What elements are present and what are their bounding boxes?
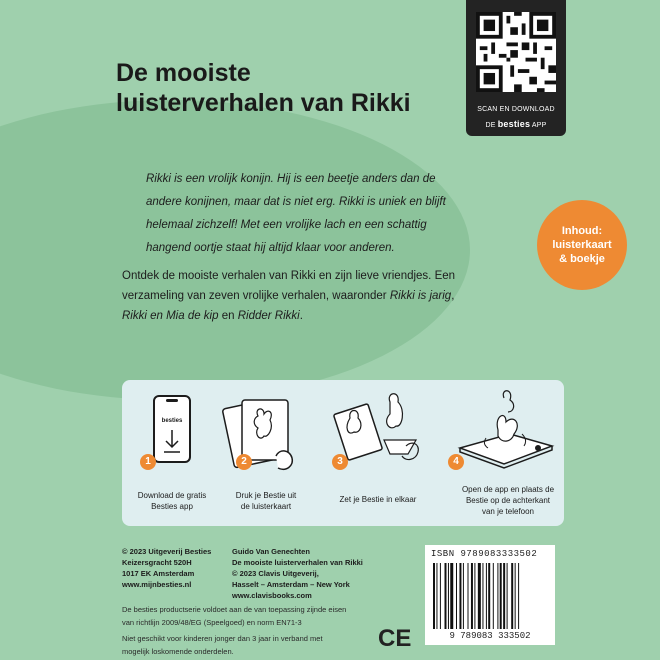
step-3-label-line-1: Zet je Bestie in elkaar: [339, 495, 417, 504]
phone-app-name: besties: [161, 418, 183, 424]
qr-caption-post: APP: [531, 122, 547, 129]
barcode-bar: [493, 563, 494, 629]
description-intro: Ontdek de mooiste verhalen van Rikki en zijn lieve vriendjes. Een verzameling van zeven vrolijke verhalen, waaronder: [122, 270, 456, 302]
step-1-number: 1: [140, 454, 156, 470]
barcode-bar: [518, 563, 519, 629]
barcode-bar: [433, 563, 435, 629]
publisher-address-besties: [122, 546, 211, 590]
badge-line-1: Inhoud:: [561, 225, 603, 237]
step-3-number: 3: [332, 454, 348, 470]
description-end: .: [299, 310, 303, 322]
punch-card-icon: [220, 394, 300, 474]
barcode-bars: [433, 563, 547, 629]
besties-logo-text: besties: [497, 119, 531, 129]
step-1-label-line-2: Besties app: [151, 502, 193, 511]
compliance-line-2: van richtlijn 2009/48/EG (Speelgoed) en norm EN71-3: [122, 618, 302, 627]
title-line-1: De mooiste: [116, 59, 251, 87]
address-right-line-1: Guido Van Genechten: [232, 547, 310, 556]
step-1-label-line-1: Download de gratis: [137, 491, 207, 500]
step-2-number: 2: [236, 454, 252, 470]
step-2-label-line-2: de luisterkaart: [240, 502, 292, 511]
qr-caption-pre: DE: [485, 122, 496, 129]
address-right-line-4: Hasselt – Amsterdam – New York: [232, 580, 350, 589]
address-right-line-2: De mooiste luisterverhalen van Rikki: [232, 558, 363, 567]
ce-mark: CE: [378, 625, 412, 652]
barcode-bar: [474, 563, 475, 629]
barcode-bar: [471, 563, 473, 629]
step-4-label-line-1: Open de app en plaats de: [461, 485, 555, 494]
safety-compliance-note: [122, 603, 422, 629]
barcode-bar: [507, 563, 508, 629]
address-right-line-3: © 2023 Clavis Uitgeverij,: [232, 569, 319, 578]
description-paragraph: [122, 266, 462, 326]
barcode-bar: [488, 563, 490, 629]
barcode-bar: [486, 563, 487, 629]
step-2-label: [216, 490, 316, 512]
publisher-address-clavis: [232, 546, 363, 601]
address-left-line-2: Keizersgracht 520H: [122, 558, 192, 567]
phone-icon: [152, 394, 192, 464]
qr-caption-1: SCAN EN DOWNLOAD: [477, 106, 555, 113]
step-3-label: [318, 494, 438, 505]
barcode-bar: [440, 563, 441, 629]
badge-line-2: luisterkaart: [552, 239, 612, 251]
warning-line-1: Niet geschikt voor kinderen jonger dan 3 jaar in verband met: [122, 634, 323, 643]
qr-caption-2: [466, 119, 566, 129]
barcode-bar: [500, 563, 502, 629]
story-title-2: Rikki en Mia de kip: [122, 310, 219, 322]
step-2-label-line-1: Druk je Bestie uit: [235, 491, 297, 500]
isbn-barcode: [425, 545, 555, 645]
compliance-line-1: De besties productserie voldoet aan de van toepassing zijnde eisen: [122, 605, 347, 614]
age-warning-note: [122, 632, 382, 658]
intro-paragraph: Rikki is een vrolijk konijn. Hij is een beetje anders dan de andere konijnen, maar dat is niet erg. Rikki is uniek en blijft helemaal zichzelf! Met een vrolijke lach en een schattig hangend oortje staat hij altijd klaar voor anderen.: [146, 173, 446, 254]
step-4-number: 4: [448, 454, 464, 470]
barcode-bar: [445, 563, 447, 629]
barcode-bar: [478, 563, 481, 629]
barcode-bar: [456, 563, 457, 629]
step-4-label-line-3: van je telefoon: [481, 507, 535, 516]
separator-2: en: [218, 310, 238, 322]
qr-code-icon[interactable]: [476, 12, 556, 92]
content-badge: [537, 200, 627, 290]
instruction-steps-panel: [122, 380, 564, 526]
address-left-line-4: www.mijnbesties.nl: [122, 580, 192, 589]
isbn-number: ISBN 9789083333502: [431, 549, 538, 559]
story-title-3: Ridder Rikki: [237, 310, 300, 322]
warning-line-2: mogelijk loskomende onderdelen.: [122, 647, 234, 656]
address-left-line-3: 1017 EK Amsterdam: [122, 569, 195, 578]
step-4-label: [452, 484, 564, 517]
barcode-bar: [448, 563, 449, 629]
qr-panel[interactable]: [466, 0, 566, 136]
story-title-1: Rikki is jarig: [389, 290, 452, 302]
page-title: [116, 58, 411, 118]
barcode-bar: [482, 563, 483, 629]
step-1-label: [122, 490, 222, 512]
barcode-bar: [459, 563, 461, 629]
barcode-bar: [450, 563, 453, 629]
separator-1: ,: [451, 290, 455, 302]
barcode-bar: [468, 563, 469, 629]
address-right-line-5: www.clavisbooks.com: [232, 591, 312, 600]
barcode-bar: [463, 563, 464, 629]
phone-with-bestie-icon: [452, 390, 558, 472]
barcode-bar: [497, 563, 498, 629]
barcode-bar: [515, 563, 516, 629]
barcode-bar: [503, 563, 505, 629]
badge-line-3: & boekje: [559, 253, 605, 265]
step-4-label-line-2: Bestie op de achterkant: [465, 496, 551, 505]
barcode-bar: [436, 563, 437, 629]
barcode-bar: [511, 563, 513, 629]
barcode-digits: 9 789083 333502: [449, 631, 531, 641]
title-line-2: luisterverhalen van Rikki: [116, 89, 411, 117]
address-left-line-1: © 2023 Uitgeverij Besties: [122, 547, 212, 556]
